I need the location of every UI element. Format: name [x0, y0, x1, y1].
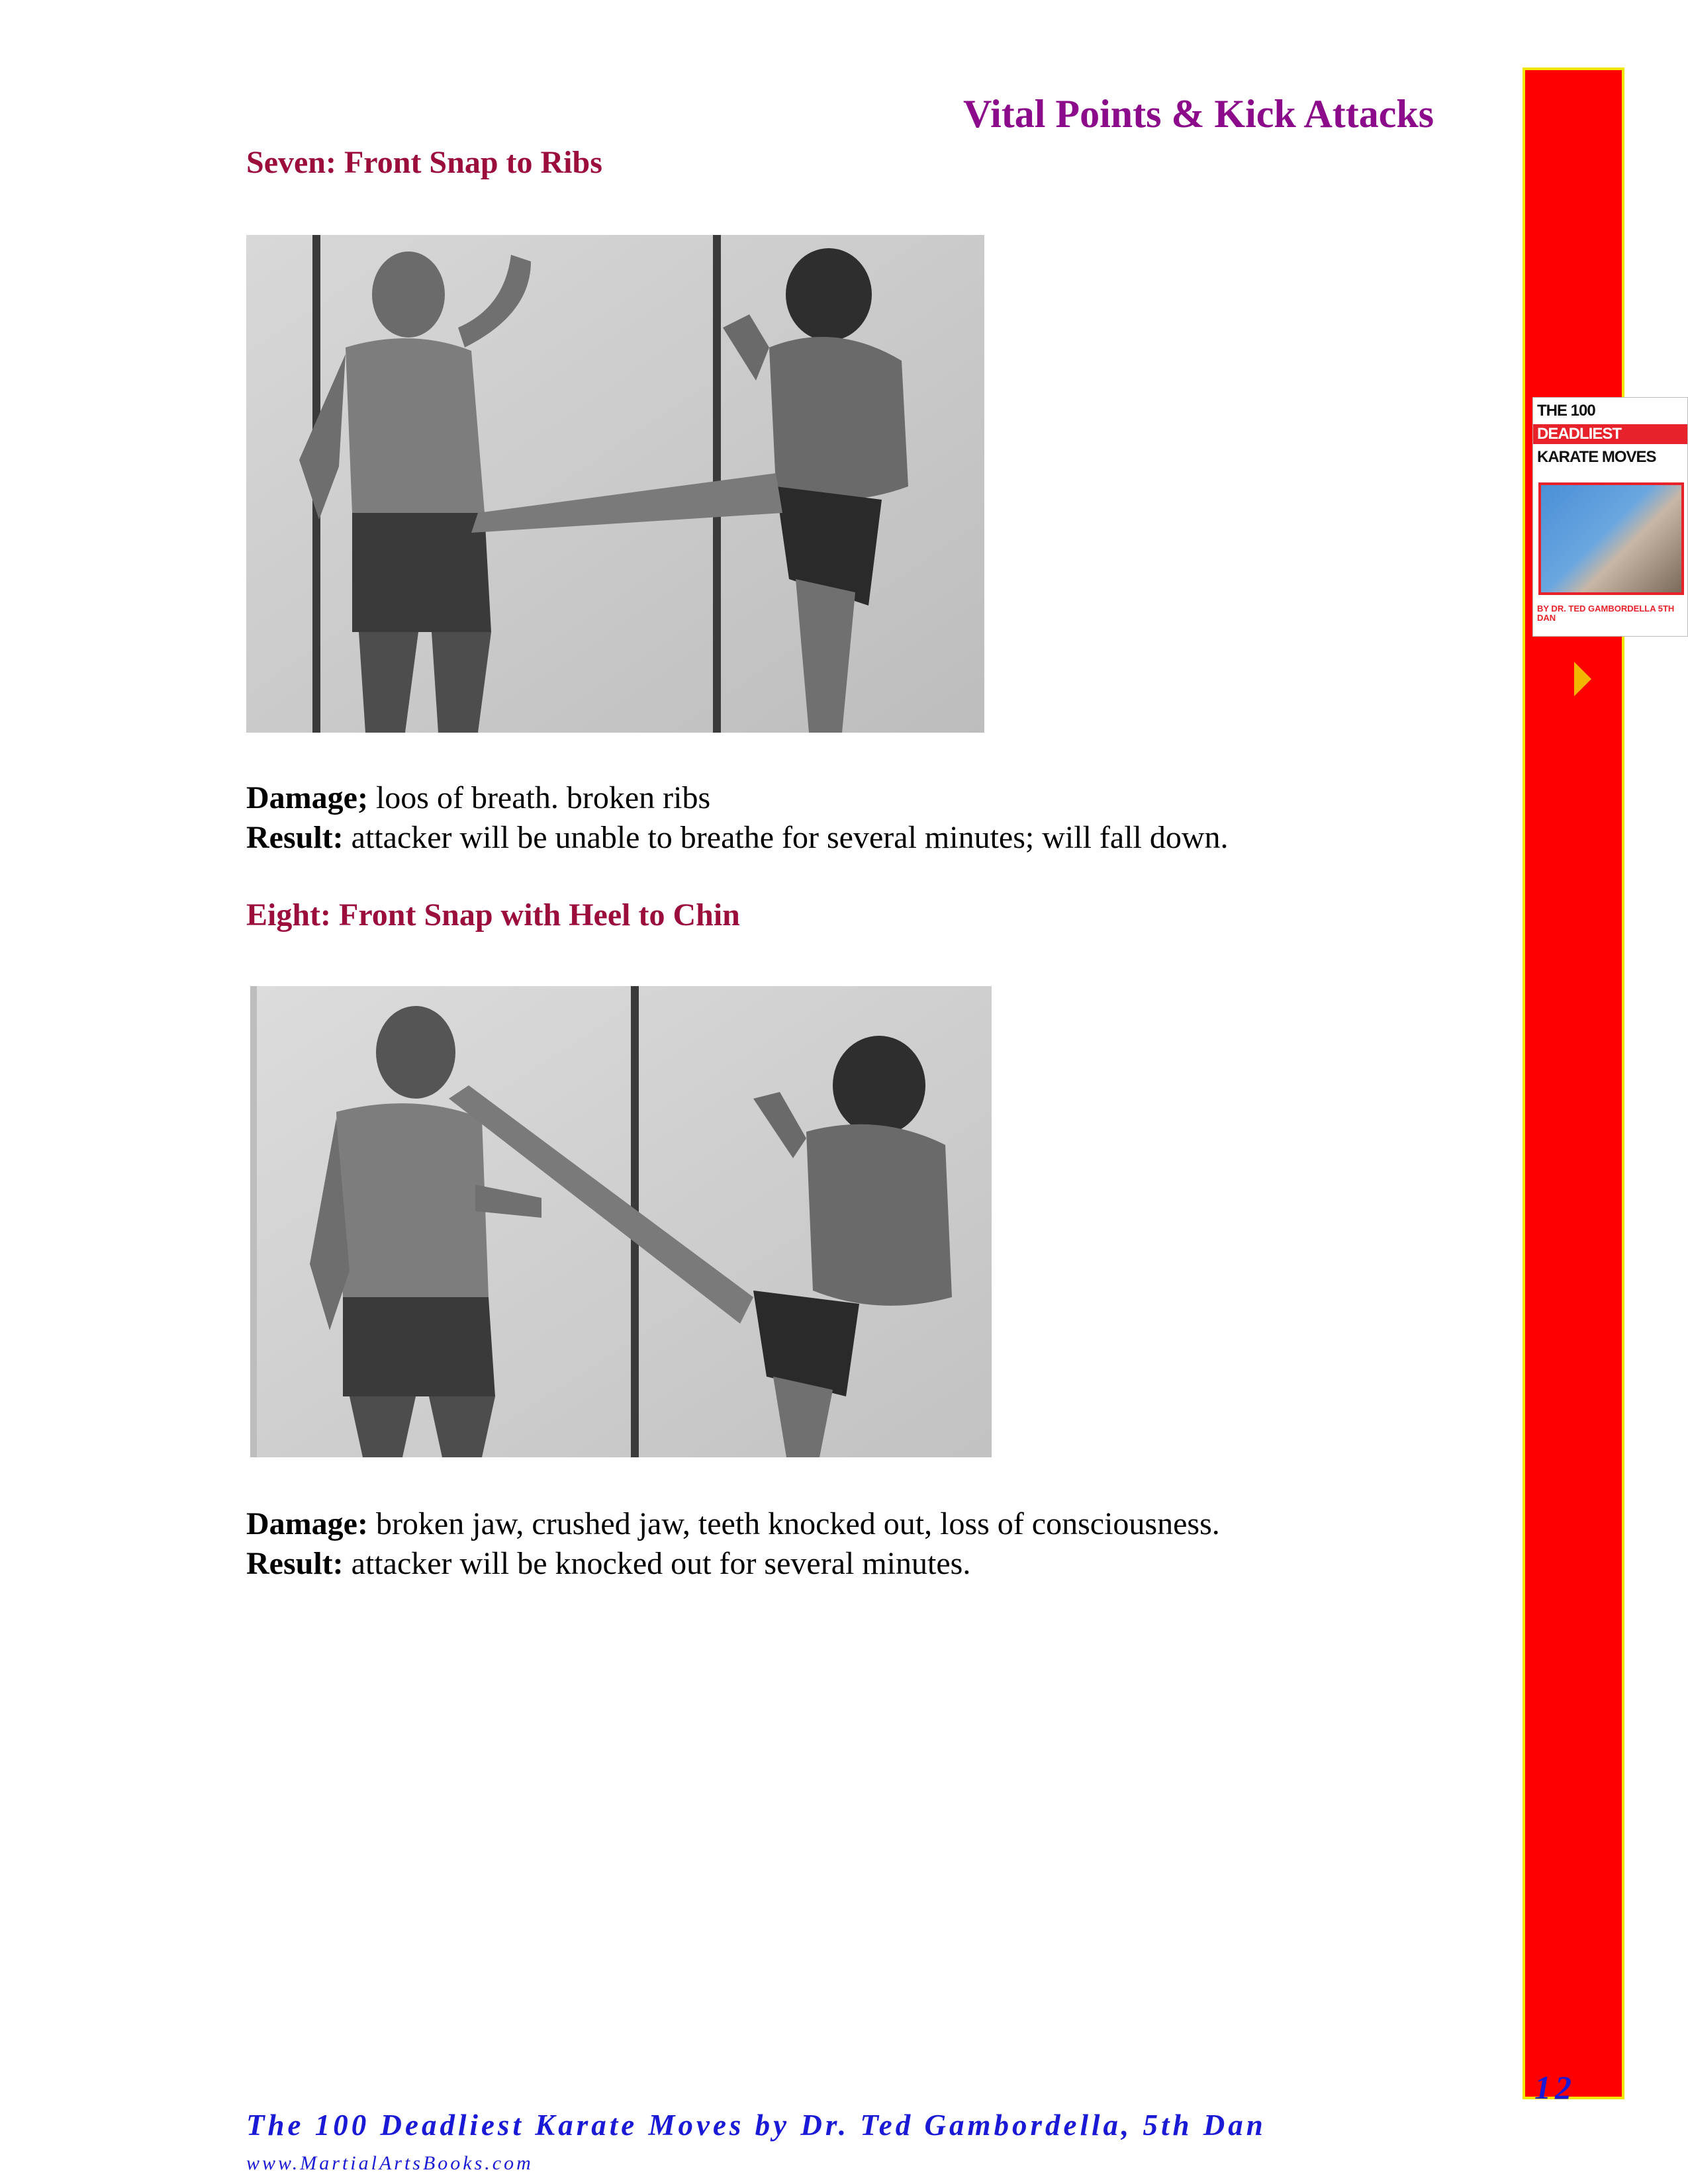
- result-label: Result:: [246, 820, 344, 855]
- damage-label: Damage;: [246, 780, 368, 815]
- cover-title-line-3: KARATE MOVES: [1537, 448, 1656, 466]
- footer-website-link[interactable]: www.MartialArtsBooks.com: [246, 2152, 534, 2174]
- cover-title-band: [1533, 424, 1688, 444]
- page-number: 12: [1534, 2069, 1575, 2106]
- cover-author: BY DR. TED GAMBORDELLA 5TH DAN: [1537, 604, 1675, 623]
- result-text: attacker will be unable to breathe for several minutes; will fall down.: [343, 820, 1229, 855]
- result-label: Result:: [246, 1546, 344, 1581]
- cover-title-line-1: THE 100: [1537, 402, 1595, 420]
- section-heading-seven: Seven: Front Snap to Ribs: [246, 145, 602, 180]
- play-arrow-icon[interactable]: [1574, 662, 1591, 696]
- damage-label: Damage:: [246, 1506, 368, 1541]
- photo-front-snap-ribs-image: [246, 235, 984, 733]
- cover-title-line-2: DEADLIEST: [1537, 425, 1622, 443]
- book-cover-thumbnail[interactable]: [1532, 397, 1688, 637]
- footer-book-title: The 100 Deadliest Karate Moves by Dr. Ted Gambordella, 5th Dan: [246, 2109, 1266, 2142]
- photo-front-snap-heel-chin-image: [250, 986, 992, 1457]
- photo-front-snap-ribs: [246, 235, 984, 733]
- red-sidebar: [1523, 68, 1624, 2099]
- cover-photo: [1538, 482, 1684, 595]
- damage-line-seven: [246, 780, 710, 817]
- result-text: attacker will be knocked out for several minutes.: [343, 1546, 971, 1581]
- section-heading-eight: Eight: Front Snap with Heel to Chin: [246, 897, 740, 933]
- result-line-seven: [246, 819, 1229, 856]
- result-line-eight: [246, 1545, 970, 1582]
- chapter-title: Vital Points & Kick Attacks: [963, 92, 1434, 136]
- damage-text: broken jaw, crushed jaw, teeth knocked out, loss of consciousness.: [367, 1506, 1220, 1541]
- damage-line-eight: [246, 1506, 1220, 1543]
- photo-front-snap-heel-chin: [250, 986, 992, 1457]
- damage-text: loos of breath. broken ribs: [367, 780, 711, 815]
